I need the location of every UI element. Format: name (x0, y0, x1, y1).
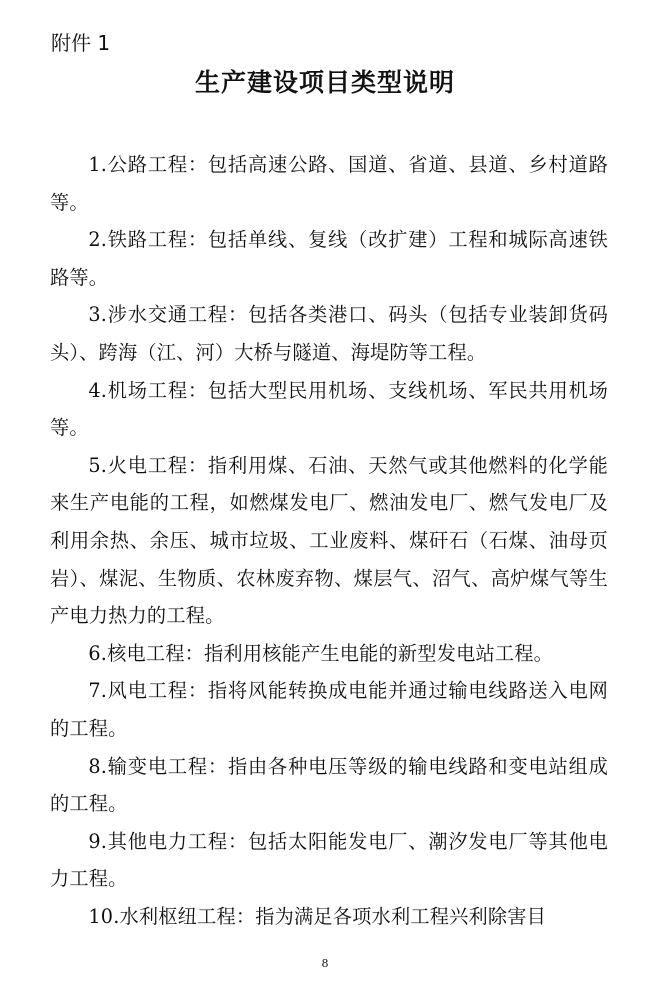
item-text: 涉水交通工程：包括各类港口、码头（包括专业装卸货码头）、跨海（江、河）大桥与隧道、海堤防等工程。 (50, 303, 608, 364)
list-item (50, 672, 608, 747)
item-text: 核电工程：指利用核能产生电能的新型发电站工程。 (107, 641, 554, 665)
list-item (50, 447, 608, 635)
item-text: 其他电力工程：包括太阳能发电厂、潮汐发电厂等其他电力工程。 (50, 829, 608, 891)
list-item (50, 221, 608, 296)
item-number: 3. (88, 303, 108, 327)
item-text: 风电工程：指将风能转换成电能并通过输电线路送入电网的工程。 (50, 679, 608, 740)
list-item (50, 898, 608, 936)
list-item (50, 146, 608, 221)
item-text: 公路工程：包括高速公路、国道、省道、县道、乡村道路等。 (50, 153, 608, 214)
list-item (50, 823, 608, 898)
list-item (50, 296, 608, 371)
list-item (50, 372, 608, 447)
item-text: 火电工程：指利用煤、石油、天然气或其他燃料的化学能来生产电能的工程，如燃煤发电厂、燃油发电厂、燃气发电厂及利用余热、余压、城市垃圾、工业废料、煤矸石（石煤、油母页岩）、煤泥、生物质、农林废弃物、煤层气、沼气、高炉煤气等生产电力热力的工程。 (50, 453, 608, 628)
document-title: 生产建设项目类型说明 (194, 68, 455, 97)
page-number: 8 (321, 957, 329, 970)
list-item (50, 635, 608, 673)
item-number: 4. (88, 378, 108, 402)
item-text: 机场工程：包括大型民用机场、支线机场、军民共用机场等。 (50, 378, 608, 440)
list-item (50, 748, 608, 823)
item-text: 输变电工程：指由各种电压等级的输电线路和变电站组成的工程。 (50, 754, 608, 816)
item-number: 6. (88, 641, 108, 665)
item-number: 10. (88, 904, 120, 928)
item-text: 水利枢纽工程：指为满足各项水利工程兴利除害目 (119, 904, 547, 928)
item-number: 2. (88, 228, 108, 252)
item-number: 5. (88, 453, 108, 477)
item-number: 9. (88, 829, 108, 853)
item-text: 铁路工程：包括单线、复线（改扩建）工程和城际高速铁路等。 (50, 228, 608, 289)
item-number: 7. (88, 679, 108, 703)
attachment-label: 附件 1 (51, 31, 111, 55)
document-body (50, 146, 608, 935)
item-number: 1. (88, 153, 108, 176)
item-number: 8. (88, 754, 108, 778)
